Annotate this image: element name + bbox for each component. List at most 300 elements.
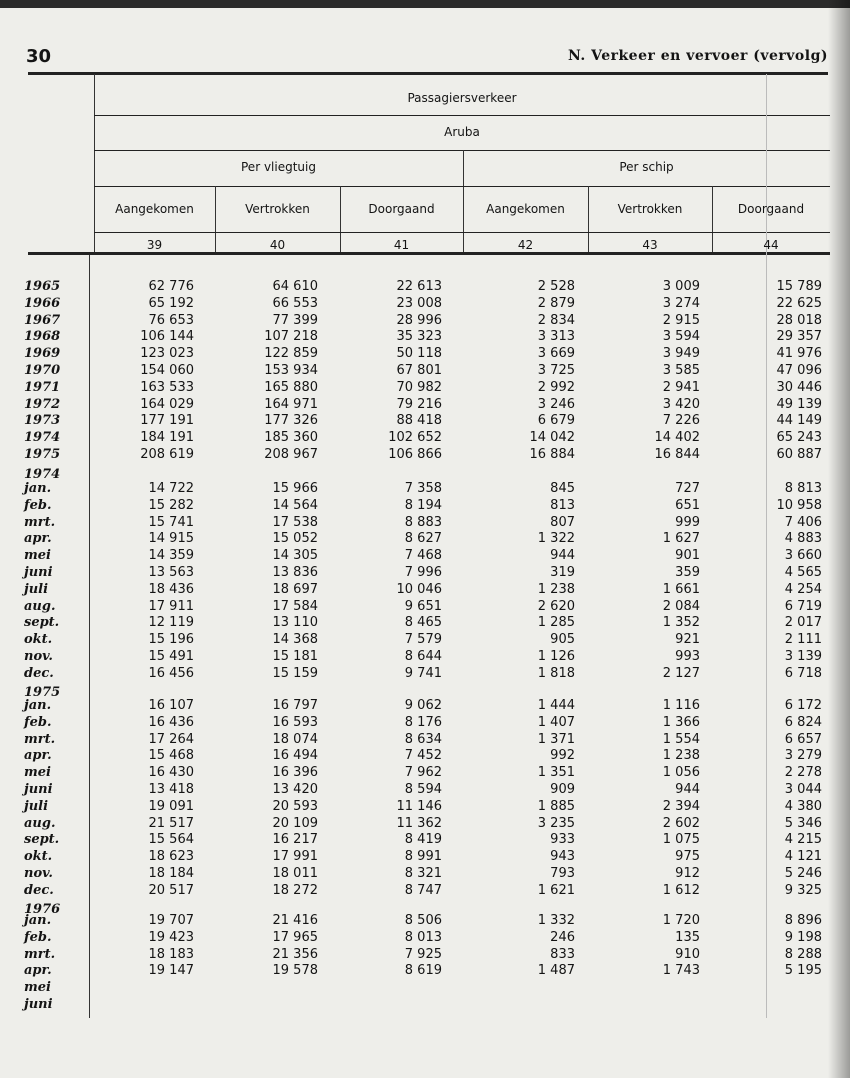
- rule-colheads: [94, 232, 830, 233]
- table-cell: 833: [550, 946, 575, 962]
- table-row: [0, 498, 850, 515]
- table-cell: 13 110: [272, 615, 318, 631]
- table-cell: 8 594: [404, 781, 442, 797]
- table-cell: 3 725: [537, 362, 575, 378]
- table-cell: 184 191: [140, 430, 194, 446]
- table-cell: 4 565: [784, 564, 822, 580]
- table-cell: 1 371: [537, 731, 575, 747]
- table-row: [0, 481, 850, 498]
- table-cell: 15 966: [272, 481, 318, 496]
- table-cell: 30 446: [776, 379, 822, 395]
- table-cell: 921: [675, 632, 700, 648]
- row-label: sept.: [24, 832, 60, 848]
- row-label: sept.: [24, 615, 60, 631]
- table-cell: 21 517: [148, 815, 194, 831]
- table-cell: 15 741: [148, 514, 194, 530]
- table-cell: 14 359: [148, 548, 194, 564]
- year-heading-1974: 1974: [24, 467, 61, 482]
- table-cell: 47 096: [776, 362, 822, 378]
- table-cell: 11 362: [396, 815, 442, 831]
- table-cell: 7 358: [404, 481, 442, 496]
- table-cell: 2 834: [537, 312, 575, 328]
- row-label: okt.: [24, 849, 53, 865]
- table-cell: 992: [550, 748, 575, 764]
- table-cell: 1 885: [537, 798, 575, 814]
- table-cell: 106 866: [388, 446, 442, 462]
- row-label: aug.: [24, 815, 56, 831]
- table-cell: 177 326: [264, 413, 318, 429]
- row-label: mrt.: [24, 946, 56, 962]
- table-cell: 17 911: [148, 598, 194, 614]
- table-row: [0, 698, 850, 715]
- table-cell: 359: [675, 564, 700, 580]
- table-cell: 64 610: [272, 279, 318, 294]
- table-cell: 9 741: [404, 665, 442, 681]
- table-cell: 16 844: [654, 446, 700, 462]
- table-row: [0, 782, 850, 799]
- row-label: juli: [24, 798, 49, 814]
- table-row: [0, 296, 850, 313]
- table-cell: 943: [550, 849, 575, 865]
- table-cell: 3 246: [537, 396, 575, 412]
- table-row: [0, 279, 850, 296]
- table-cell: 1 554: [662, 731, 700, 747]
- table-cell: 1 621: [537, 882, 575, 898]
- table-cell: 79 216: [396, 396, 442, 412]
- table-cell: 18 074: [272, 731, 318, 747]
- row-label: mrt.: [24, 514, 56, 530]
- table-cell: 15 789: [776, 279, 822, 294]
- table-cell: 18 183: [148, 946, 194, 962]
- table-cell: 18 623: [148, 849, 194, 865]
- table-cell: 106 144: [140, 329, 194, 345]
- table-cell: 20 593: [272, 798, 318, 814]
- table-cell: 70 982: [396, 379, 442, 395]
- table-cell: 793: [550, 865, 575, 881]
- scan-top-edge: [0, 0, 850, 8]
- table-cell: 12 119: [148, 615, 194, 631]
- table-cell: 19 423: [148, 929, 194, 945]
- table-cell: 3 009: [662, 279, 700, 294]
- table-cell: 18 011: [272, 865, 318, 881]
- table-cell: 17 264: [148, 731, 194, 747]
- table-cell: 2 394: [662, 798, 700, 814]
- monthly-block-1974: [0, 481, 850, 683]
- row-label: 1965: [24, 279, 61, 294]
- running-head: N. Verkeer en vervoer (vervolg): [567, 48, 828, 64]
- table-cell: 20 517: [148, 882, 194, 898]
- table-cell: 3 235: [537, 815, 575, 831]
- table-cell: 909: [550, 781, 575, 797]
- table-cell: 65 243: [776, 430, 822, 446]
- row-label: 1970: [24, 362, 61, 378]
- table-cell: 8 194: [404, 497, 442, 513]
- table-cell: 6 719: [784, 598, 822, 614]
- table-cell: 9 325: [784, 882, 822, 898]
- table-row: [0, 397, 850, 414]
- table-cell: 2 528: [537, 279, 575, 294]
- row-label: 1969: [24, 346, 61, 362]
- table-row: [0, 732, 850, 749]
- table-cell: 1 285: [537, 615, 575, 631]
- table-cell: 17 584: [272, 598, 318, 614]
- table-cell: 16 217: [272, 832, 318, 848]
- table-cell: 18 697: [272, 581, 318, 597]
- table-row: [0, 380, 850, 397]
- table-row: [0, 363, 850, 380]
- table-cell: 19 147: [148, 963, 194, 979]
- table-row: [0, 531, 850, 548]
- table-cell: 19 578: [272, 963, 318, 979]
- table-cell: 177 191: [140, 413, 194, 429]
- table-row: [0, 997, 850, 1014]
- table-cell: 50 118: [396, 346, 442, 362]
- table-cell: 1 238: [537, 581, 575, 597]
- table-cell: 164 971: [264, 396, 318, 412]
- table-cell: 16 430: [148, 765, 194, 781]
- table-cell: 153 934: [264, 362, 318, 378]
- table-row: [0, 649, 850, 666]
- table-cell: 5 246: [784, 865, 822, 881]
- table-cell: 14 305: [272, 548, 318, 564]
- table-cell: 6 657: [784, 731, 822, 747]
- row-label: nov.: [24, 865, 53, 881]
- table-cell: 29 357: [776, 329, 822, 345]
- table-cell: 2 017: [784, 615, 822, 631]
- table-cell: 5 346: [784, 815, 822, 831]
- table-row: [0, 748, 850, 765]
- table-row: [0, 866, 850, 883]
- table-cell: 20 109: [272, 815, 318, 831]
- table-cell: 8 465: [404, 615, 442, 631]
- table-row: [0, 329, 850, 346]
- header-per-vliegtuig: Per vliegtuig: [241, 160, 316, 174]
- table-cell: 7 962: [404, 765, 442, 781]
- table-cell: 1 116: [662, 698, 700, 713]
- table-cell: 19 091: [148, 798, 194, 814]
- table-cell: 11 146: [396, 798, 442, 814]
- row-label: juni: [24, 564, 53, 580]
- table-cell: 933: [550, 832, 575, 848]
- row-label: apr.: [24, 531, 52, 547]
- table-cell: 7 468: [404, 548, 442, 564]
- table-cell: 1 351: [537, 765, 575, 781]
- table-cell: 975: [675, 849, 700, 865]
- table-cell: 6 718: [784, 665, 822, 681]
- table-cell: 14 368: [272, 632, 318, 648]
- table-cell: 1 661: [662, 581, 700, 597]
- table-row: [0, 413, 850, 430]
- table-row: [0, 832, 850, 849]
- table-cell: 1 075: [662, 832, 700, 848]
- table-cell: 813: [550, 497, 575, 513]
- table-cell: 15 159: [272, 665, 318, 681]
- colnum-39: 39: [146, 238, 163, 252]
- row-label: jan.: [24, 481, 52, 496]
- table-cell: 14 915: [148, 531, 194, 547]
- table-row: [0, 666, 850, 683]
- table-cell: 28 996: [396, 312, 442, 328]
- table-cell: 2 602: [662, 815, 700, 831]
- table-cell: 77 399: [272, 312, 318, 328]
- table-cell: 8 619: [404, 963, 442, 979]
- table-cell: 8 288: [784, 946, 822, 962]
- table-cell: 28 018: [776, 312, 822, 328]
- table-cell: 8 627: [404, 531, 442, 547]
- colnum-42: 42: [517, 238, 534, 252]
- row-label: dec.: [24, 882, 54, 898]
- row-label: 1974: [24, 430, 61, 446]
- table-cell: 9 062: [404, 698, 442, 713]
- table-cell: 17 991: [272, 849, 318, 865]
- table-cell: 16 436: [148, 714, 194, 730]
- table-cell: 8 321: [404, 865, 442, 881]
- rule-island: [94, 150, 830, 151]
- table-row: [0, 849, 850, 866]
- colnum-40: 40: [269, 238, 286, 252]
- table-cell: 319: [550, 564, 575, 580]
- table-cell: 2 879: [537, 295, 575, 311]
- table-cell: 7 579: [404, 632, 442, 648]
- row-label: mei: [24, 980, 51, 996]
- table-cell: 1 818: [537, 665, 575, 681]
- table-cell: 21 416: [272, 913, 318, 928]
- table-row: [0, 883, 850, 900]
- table-cell: 1 407: [537, 714, 575, 730]
- table-cell: 41 976: [776, 346, 822, 362]
- table-cell: 1 366: [662, 714, 700, 730]
- row-label: juni: [24, 781, 53, 797]
- table-cell: 15 491: [148, 648, 194, 664]
- row-label: apr.: [24, 748, 52, 764]
- table-row: [0, 565, 850, 582]
- colhead-aangekomen-ship: Aangekomen: [486, 202, 565, 216]
- table-cell: 88 418: [396, 413, 442, 429]
- row-label: feb.: [24, 714, 52, 730]
- table-row: [0, 548, 850, 565]
- table-cell: 16 884: [529, 446, 575, 462]
- table-row: [0, 930, 850, 947]
- table-cell: 35 323: [396, 329, 442, 345]
- table-cell: 66 553: [272, 295, 318, 311]
- table-row: [0, 430, 850, 447]
- row-label: 1975: [24, 446, 61, 462]
- colnum-44: 44: [763, 238, 779, 252]
- row-label: feb.: [24, 929, 52, 945]
- rule-mode: [94, 186, 830, 187]
- table-cell: 165 880: [264, 379, 318, 395]
- table-cell: 9 198: [784, 929, 822, 945]
- colnum-43: 43: [642, 238, 658, 252]
- table-cell: 208 967: [264, 446, 318, 462]
- table-cell: 4 215: [784, 832, 822, 848]
- table-cell: 15 196: [148, 632, 194, 648]
- table-cell: 1 238: [662, 748, 700, 764]
- table-cell: 6 824: [784, 714, 822, 730]
- table-cell: 6 172: [784, 698, 822, 713]
- table-cell: 14 042: [529, 430, 575, 446]
- table-cell: 19 707: [148, 913, 194, 928]
- table-cell: 1 332: [537, 913, 575, 928]
- table-cell: 67 801: [396, 362, 442, 378]
- table-cell: 3 274: [662, 295, 700, 311]
- table-cell: 910: [675, 946, 700, 962]
- table-cell: 944: [675, 781, 700, 797]
- table-cell: 16 593: [272, 714, 318, 730]
- annual-block: [0, 279, 850, 464]
- monthly-block-1975: [0, 698, 850, 900]
- table-cell: 993: [675, 648, 700, 664]
- table-cell: 2 278: [784, 765, 822, 781]
- colhead-doorgaand-ship: Doorgaand: [737, 202, 805, 216]
- colhead-aangekomen-air: Aangekomen: [115, 202, 194, 216]
- colnum-41: 41: [393, 238, 410, 252]
- table-cell: 123 023: [140, 346, 194, 362]
- table-cell: 14 564: [272, 497, 318, 513]
- table-cell: 1 743: [662, 963, 700, 979]
- table-cell: 651: [675, 497, 700, 513]
- table-top-rule: [28, 72, 828, 75]
- table-cell: 107 218: [264, 329, 318, 345]
- table-cell: 8 991: [404, 849, 442, 865]
- table-cell: 2 084: [662, 598, 700, 614]
- table-cell: 15 181: [272, 648, 318, 664]
- table-row: [0, 715, 850, 732]
- header-aruba: Aruba: [444, 125, 480, 139]
- table-cell: 807: [550, 514, 575, 530]
- table-cell: 8 747: [404, 882, 442, 898]
- table-cell: 8 634: [404, 731, 442, 747]
- row-label: 1966: [24, 295, 61, 311]
- table-cell: 16 107: [148, 698, 194, 713]
- row-label: mei: [24, 548, 51, 564]
- table-cell: 1 444: [537, 698, 575, 713]
- row-label: okt.: [24, 632, 53, 648]
- table-cell: 10 046: [396, 581, 442, 597]
- row-label: 1972: [24, 396, 61, 412]
- table-cell: 4 380: [784, 798, 822, 814]
- table-cell: 3 949: [662, 346, 700, 362]
- table-cell: 60 887: [776, 446, 822, 462]
- table-cell: 16 494: [272, 748, 318, 764]
- monthly-block-1976: [0, 913, 850, 1014]
- table-cell: 1 612: [662, 882, 700, 898]
- table-row: [0, 799, 850, 816]
- table-cell: 208 619: [140, 446, 194, 462]
- table-cell: 62 776: [148, 279, 194, 294]
- table-cell: 4 254: [784, 581, 822, 597]
- row-label: 1971: [24, 379, 61, 395]
- table-cell: 8 176: [404, 714, 442, 730]
- table-cell: 7 226: [662, 413, 700, 429]
- table-cell: 3 044: [784, 781, 822, 797]
- table-cell: 8 506: [404, 913, 442, 928]
- table-row: [0, 765, 850, 782]
- row-label: 1967: [24, 312, 61, 328]
- table-cell: 7 925: [404, 946, 442, 962]
- year-heading-1976: 1976: [24, 902, 61, 917]
- row-label: juni: [24, 996, 53, 1012]
- table-cell: 15 282: [148, 497, 194, 513]
- year-heading-1975: 1975: [24, 685, 61, 700]
- table-cell: 122 859: [264, 346, 318, 362]
- table-cell: 15 564: [148, 832, 194, 848]
- table-row: [0, 313, 850, 330]
- row-label: mrt.: [24, 731, 56, 747]
- page-number: 30: [26, 46, 52, 67]
- table-cell: 18 436: [148, 581, 194, 597]
- table-cell: 1 126: [537, 648, 575, 664]
- table-cell: 65 192: [148, 295, 194, 311]
- table-cell: 246: [550, 929, 575, 945]
- table-cell: 912: [675, 865, 700, 881]
- row-label: mei: [24, 765, 51, 781]
- table-cell: 8 644: [404, 648, 442, 664]
- table-cell: 1 487: [537, 963, 575, 979]
- table-cell: 4 121: [784, 849, 822, 865]
- table-row: [0, 346, 850, 363]
- table-row: [0, 632, 850, 649]
- table-row: [0, 947, 850, 964]
- table-cell: 1 322: [537, 531, 575, 547]
- table-cell: 16 396: [272, 765, 318, 781]
- table-cell: 905: [550, 632, 575, 648]
- table-cell: 3 585: [662, 362, 700, 378]
- table-cell: 9 651: [404, 598, 442, 614]
- table-cell: 16 797: [272, 698, 318, 713]
- colhead-vertrokken-air: Vertrokken: [245, 202, 310, 216]
- table-cell: 2 620: [537, 598, 575, 614]
- table-cell: 1 627: [662, 531, 700, 547]
- row-label: dec.: [24, 665, 54, 681]
- row-label: feb.: [24, 497, 52, 513]
- table-cell: 1 352: [662, 615, 700, 631]
- table-cell: 3 279: [784, 748, 822, 764]
- table-row: [0, 615, 850, 632]
- table-cell: 13 418: [148, 781, 194, 797]
- table-cell: 3 420: [662, 396, 700, 412]
- table-cell: 1 720: [662, 913, 700, 928]
- table-cell: 2 111: [784, 632, 822, 648]
- table-cell: 13 420: [272, 781, 318, 797]
- table-cell: 23 008: [396, 295, 442, 311]
- table-cell: 3 594: [662, 329, 700, 345]
- table-cell: 10 958: [776, 497, 822, 513]
- table-cell: 17 965: [272, 929, 318, 945]
- table-row: [0, 816, 850, 833]
- header-per-schip: Per schip: [619, 160, 674, 174]
- table-cell: 8 883: [404, 514, 442, 530]
- table-cell: 18 184: [148, 865, 194, 881]
- colhead-doorgaand-air: Doorgaand: [368, 202, 435, 216]
- table-cell: 2 992: [537, 379, 575, 395]
- table-cell: 185 360: [264, 430, 318, 446]
- table-cell: 5 195: [784, 963, 822, 979]
- row-label: apr.: [24, 963, 52, 979]
- table-row: [0, 599, 850, 616]
- table-cell: 18 272: [272, 882, 318, 898]
- header-passagiersverkeer: Passagiersverkeer: [407, 91, 517, 105]
- table-row: [0, 515, 850, 532]
- table-cell: 7 406: [784, 514, 822, 530]
- table-cell: 21 356: [272, 946, 318, 962]
- row-label: jan.: [24, 913, 52, 928]
- table-cell: 102 652: [388, 430, 442, 446]
- table-cell: 13 563: [148, 564, 194, 580]
- row-label: 1968: [24, 329, 61, 345]
- table-row: [0, 447, 850, 464]
- table-cell: 6 679: [537, 413, 575, 429]
